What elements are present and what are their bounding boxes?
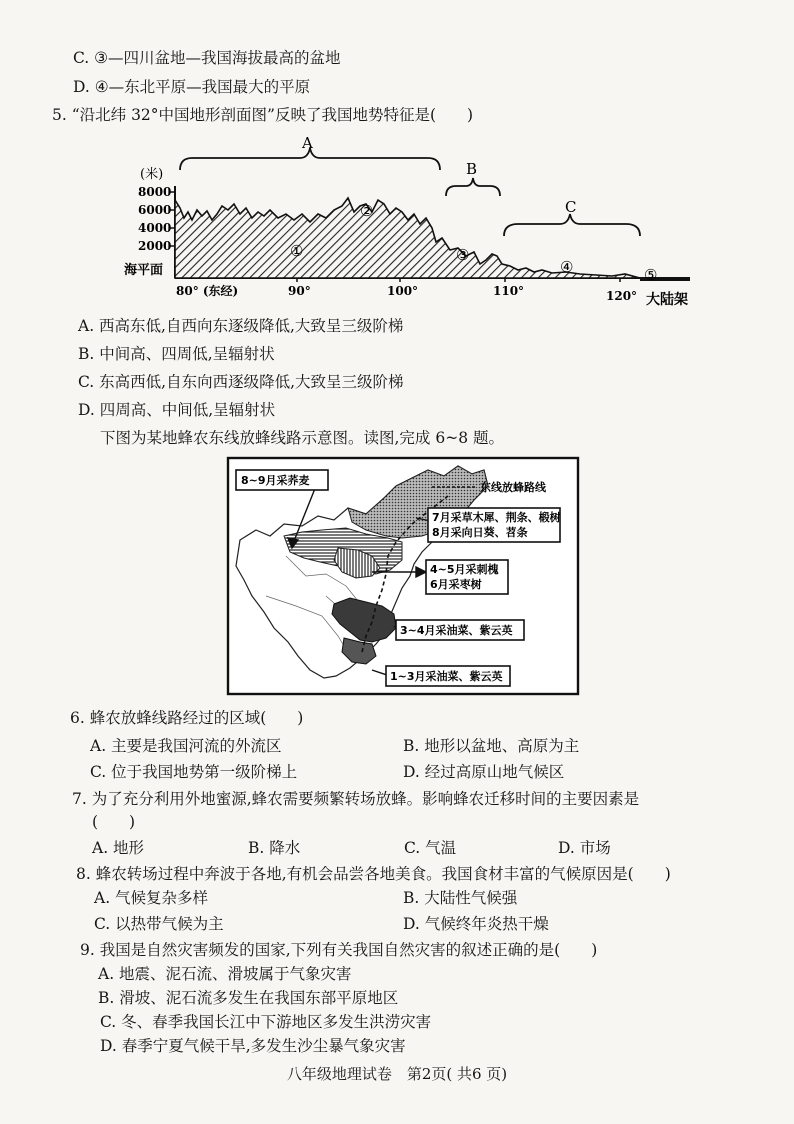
label-box-3-line2: 6月采枣树	[430, 578, 482, 591]
sea-level-label: 海平面	[124, 263, 164, 278]
q6-option-d: D. 经过高原山地气候区	[403, 763, 565, 781]
q6-option-b: B. 地形以盆地、高原为主	[403, 737, 580, 755]
q8-option-b: B. 大陆性气候强	[403, 889, 518, 907]
label-box-1: 8~9月采荞麦	[241, 474, 310, 487]
q5-stem: 5. “沿北纬 32°中国地形剖面图”反映了我国地势特征是( )	[52, 106, 474, 124]
q8-option-a: A. 气候复杂多样	[94, 889, 209, 907]
q7-option-a: A. 地形	[92, 839, 145, 857]
label-box-4: 3~4月采油菜、紫云英	[400, 624, 513, 637]
q8-option-d: D. 气候终年炎热干燥	[403, 915, 549, 933]
q6-stem: 6. 蜂农放蜂线路经过的区域( )	[70, 709, 304, 727]
q7-option-b: B. 降水	[248, 839, 301, 857]
segment-brace-c	[504, 214, 640, 236]
y-unit-label: (米)	[140, 167, 164, 182]
marker-1: ①	[290, 242, 304, 260]
q7-stem: 7. 为了充分利用外地蜜源,蜂农需要频繁转场放蜂。影响蜂农迁移时间的主要因素是	[72, 790, 640, 808]
marker-4: ④	[560, 258, 574, 276]
q5-option-b: B. 中间高、四周低,呈辐射状	[78, 345, 275, 363]
q5-option-d: D. 四周高、中间低,呈辐射状	[78, 401, 276, 419]
q9-stem: 9. 我国是自然灾害频发的国家,下列有关我国自然灾害的叙述正确的是( )	[80, 941, 598, 959]
prev-option-c: C. ③—四川盆地—我国海拔最高的盆地	[73, 49, 341, 67]
segment-label-a: A	[302, 134, 313, 152]
prev-option-d: D. ④—东北平原—我国最大的平原	[73, 78, 311, 96]
beekeeper-route-map	[226, 456, 586, 696]
terrain-profile-figure	[0, 128, 794, 318]
marker-2: ②	[360, 202, 374, 220]
q6-option-c: C. 位于我国地势第一级阶梯上	[90, 763, 298, 781]
x-tick-90: 90°	[288, 284, 311, 298]
q7-option-c: C. 气温	[404, 839, 457, 857]
marker-5: ⑤	[644, 266, 658, 284]
y-tick-2000: 2000	[138, 239, 172, 253]
x-tick-100: 100°	[387, 284, 419, 298]
segment-label-b: B	[466, 160, 478, 178]
x-tick-120: 120°	[606, 289, 638, 303]
q9-option-b: B. 滑坡、泥石流多发生在我国东部平原地区	[98, 989, 399, 1007]
page-footer: 八年级地理试卷 第2页( 共6 页)	[286, 1065, 508, 1083]
x-tick-80: 80° (东经)	[176, 284, 239, 298]
segment-brace-b	[446, 178, 500, 196]
q5-option-a: A. 西高东低,自西向东逐级降低,大致呈三级阶梯	[78, 317, 404, 335]
y-tick-4000: 4000	[138, 221, 172, 235]
q6-option-a: A. 主要是我国河流的外流区	[90, 737, 282, 755]
y-tick-8000: 8000	[138, 185, 172, 199]
label-box-2-line1: 7月采草木犀、荆条、椴树	[432, 511, 561, 524]
q7-option-d: D. 市场	[558, 839, 611, 857]
shelf-label: 大陆架	[646, 292, 688, 308]
label-box-3-line1: 4~5月采刺槐	[430, 563, 499, 576]
label-box-2-line2: 8月采向日葵、苕条	[432, 526, 528, 539]
x-tick-110: 110°	[493, 284, 525, 298]
label-box-5: 1~3月采油菜、紫云英	[390, 670, 503, 683]
legend-label: 东线放蜂路线	[480, 481, 546, 494]
segment-label-c: C	[565, 198, 577, 216]
q9-option-d: D. 春季宁夏气候干旱,多发生沙尘暴气象灾害	[100, 1037, 406, 1055]
q9-option-a: A. 地震、泥石流、滑坡属于气象灾害	[98, 965, 352, 983]
marker-3: ③	[456, 246, 470, 264]
q8-stem: 8. 蜂农转场过程中奔波于各地,有机会品尝各地美食。我国食材丰富的气候原因是( )	[76, 865, 671, 883]
map-intro: 下图为某地蜂农东线放蜂线路示意图。读图,完成 6~8 题。	[100, 429, 504, 447]
q9-option-c: C. 冬、春季我国长江中下游地区多发生洪涝灾害	[100, 1013, 432, 1031]
q5-option-c: C. 东高西低,自东向西逐级降低,大致呈三级阶梯	[78, 373, 404, 391]
y-tick-6000: 6000	[138, 203, 172, 217]
q8-option-c: C. 以热带气候为主	[94, 915, 224, 933]
q7-paren: ( )	[92, 813, 136, 831]
